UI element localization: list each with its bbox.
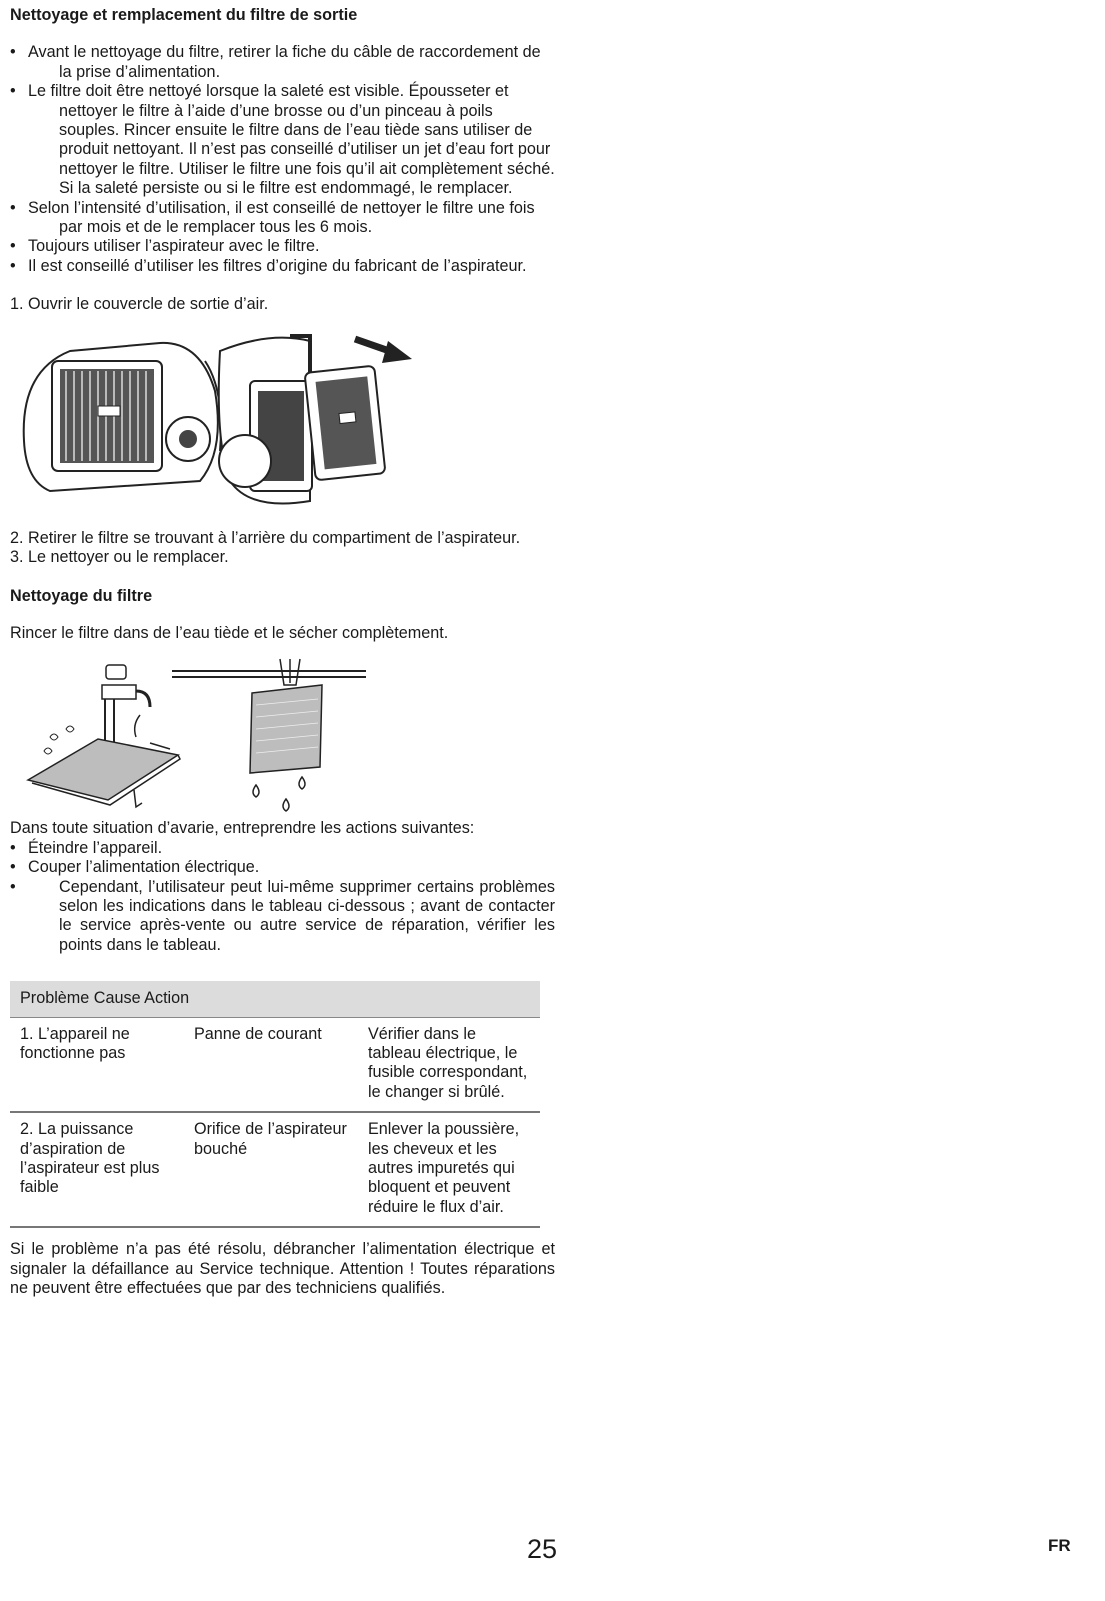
filter-bullets <box>10 43 555 276</box>
action-cell: Enlever la poussière, les cheveux et les autres impuretés qui bloquent et peuvent réduire le flux d’air. <box>358 1112 540 1227</box>
troubleshooting-table <box>10 981 540 1228</box>
cause-cell: Orifice de l’aspirateur bouché <box>184 1112 358 1227</box>
page-content <box>10 6 555 1298</box>
list-item: • Éteindre l’appareil. <box>10 839 555 858</box>
cause-cell: Panne de courant <box>184 1017 358 1112</box>
filter-washing-illustration <box>10 655 380 815</box>
step-3: 3. Le nettoyer ou le remplacer. <box>10 548 229 567</box>
table-row <box>10 1017 540 1112</box>
list-item: • Il est conseillé d’utiliser les filtres d’origine du fabricant de l’aspirateur. <box>10 257 555 276</box>
vacuum-filter-illustration <box>10 331 420 519</box>
list-item: • Cependant, l’utilisateur peut lui-même supprimer certains problèmes selon les indications dans le tableau ci-dessous ; avant de contacter le service après-vente ou autre service de réparation, vérifier les points dans le tableau. <box>10 878 555 956</box>
breakdown-bullets <box>10 839 555 955</box>
problem-cell: 1. L’appareil ne fonctionne pas <box>10 1017 184 1112</box>
section-title-filter-replacement: Nettoyage et remplacement du filtre de sortie <box>10 6 358 24</box>
language-label: FR <box>1048 1536 1071 1555</box>
table-header: Problème Cause Action <box>10 981 540 1017</box>
table-row <box>10 1112 540 1227</box>
list-item: • Couper l’alimentation électrique. <box>10 858 555 877</box>
breakdown-intro: Dans toute situation d’avarie, entreprendre les actions suivantes: <box>10 819 475 838</box>
step-1: 1. Ouvrir le couvercle de sortie d’air. <box>10 295 269 314</box>
footer-note: Si le problème n’a pas été résolu, débrancher l’alimentation électrique et signaler la défaillance au Service technique. Attention ! Toutes réparations ne peuvent être effectuées que par des techniciens qualifiés. <box>10 1240 555 1298</box>
rinse-instruction: Rincer le filtre dans de l’eau tiède et le sécher complètement. <box>10 623 449 642</box>
step-2: 2. Retirer le filtre se trouvant à l’arrière du compartiment de l’aspirateur. <box>10 528 521 547</box>
list-item: • Toujours utiliser l’aspirateur avec le filtre. <box>10 237 555 256</box>
section-title-filter-cleaning: Nettoyage du filtre <box>10 586 153 605</box>
list-item: • Selon l’intensité d’utilisation, il est conseillé de nettoyer le filtre une fois par mois et de le remplacer tous les 6 mois. <box>10 199 555 238</box>
list-item: • Avant le nettoyage du filtre, retirer la fiche du câble de raccordement de la prise d’alimentation. <box>10 43 555 82</box>
problem-cell: 2. La puissance d’aspiration de l’aspirateur est plus faible <box>10 1112 184 1227</box>
page-number: 25 <box>527 1534 558 1564</box>
action-cell: Vérifier dans le tableau électrique, le fusible correspondant, le changer si brûlé. <box>358 1017 540 1112</box>
list-item: • Le filtre doit être nettoyé lorsque la saleté est visible. Épousseter et nettoyer le filtre à l’aide d’une brosse ou d’un pinceau à poils souples. Rincer ensuite le filtre dans de l’eau tiède sans utiliser de produit nettoyant. Il n’est pas conseillé d’utiliser un jet d’eau fort pour nettoyer le filtre. Utiliser le filtre une fois qu’il ait complètement séché. Si la saleté persiste ou si le filtre est endommagé, le remplacer. <box>10 82 555 198</box>
